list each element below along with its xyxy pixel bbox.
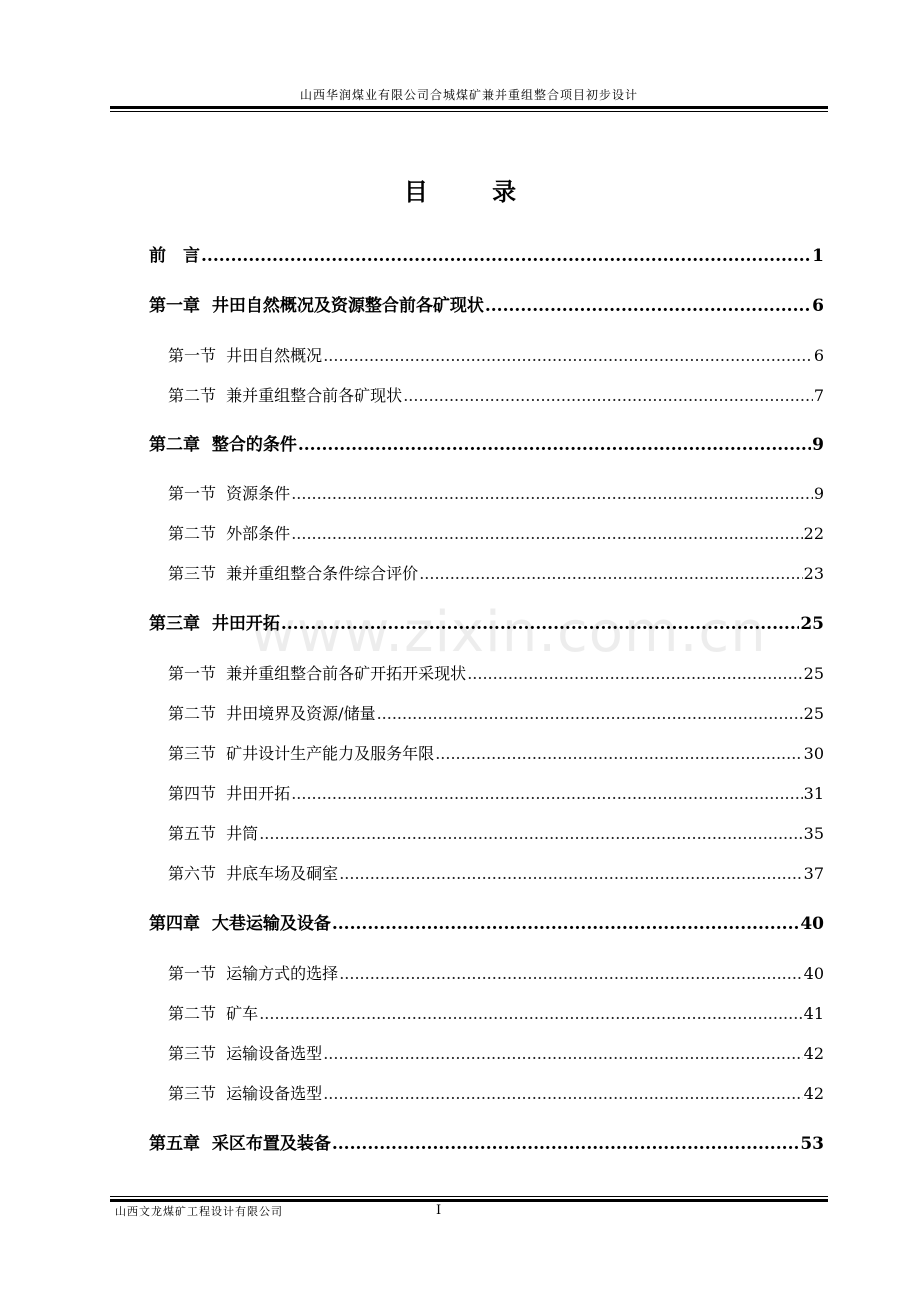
toc-section-entry[interactable] xyxy=(168,383,824,409)
header-rule-top xyxy=(110,106,828,109)
toc-entry-label: 第六节 井底车场及硐室 xyxy=(168,864,339,883)
toc-entry-label: 第三节 兼并重组整合条件综合评价 xyxy=(168,564,419,583)
toc-section-entry[interactable] xyxy=(168,561,824,587)
toc-entry-page: 40 xyxy=(800,914,824,934)
footer-rule-bottom xyxy=(110,1199,828,1202)
toc-entry-page: 9 xyxy=(812,435,824,455)
dot-leader xyxy=(291,781,802,807)
toc-entry-label: 第一节 兼并重组整合前各矿开拓开采现状 xyxy=(168,664,467,683)
toc-entry-page: 31 xyxy=(803,784,824,803)
toc-chapter-entry[interactable] xyxy=(149,911,824,937)
dot-leader xyxy=(291,481,813,507)
toc-entry-page: 1 xyxy=(812,246,824,266)
footer-rule-top xyxy=(110,1196,828,1197)
toc-section-entry[interactable] xyxy=(168,821,824,847)
toc-entry-label: 第三节 运输设备选型 xyxy=(168,1084,323,1103)
toc-section-entry[interactable] xyxy=(168,481,824,507)
toc-entry-page: 53 xyxy=(800,1134,824,1154)
dot-leader xyxy=(291,521,802,547)
toc-entry-page: 30 xyxy=(803,744,824,763)
dot-leader xyxy=(467,661,802,687)
toc-section-entry[interactable] xyxy=(168,701,824,727)
toc-entry-page: 37 xyxy=(803,864,824,883)
toc-entry-label: 第二节 兼并重组整合前各矿现状 xyxy=(168,386,403,405)
toc-section-entry[interactable] xyxy=(168,861,824,887)
toc-entry-page: 23 xyxy=(803,564,824,583)
toc-entry-label: 前 言 xyxy=(149,246,200,266)
toc-entry-label: 第三节 矿井设计生产能力及服务年限 xyxy=(168,744,435,763)
toc-section-entry[interactable] xyxy=(168,343,824,369)
toc-entry-label: 第二节 外部条件 xyxy=(168,524,291,543)
toc-entry-label: 第一节 资源条件 xyxy=(168,484,291,503)
dot-leader xyxy=(403,383,813,409)
dot-leader xyxy=(435,741,802,767)
toc-entry-label: 第五章 采区布置及装备 xyxy=(149,1134,331,1154)
dot-leader xyxy=(323,343,813,369)
toc-entry-label: 第三节 运输设备选型 xyxy=(168,1044,323,1063)
toc-entry-page: 9 xyxy=(813,484,824,503)
footer-company: 山西文龙煤矿工程设计有限公司 xyxy=(115,1205,283,1218)
toc-chapter-entry[interactable] xyxy=(149,243,824,269)
dot-leader xyxy=(485,293,811,319)
toc-entry-page: 35 xyxy=(803,824,824,843)
toc-entry-label: 第三章 井田开拓 xyxy=(149,614,280,634)
dot-leader xyxy=(259,821,802,847)
toc-chapter-entry[interactable] xyxy=(149,611,824,637)
toc-entry-label: 第四章 大巷运输及设备 xyxy=(149,914,331,934)
toc-entry-label: 第二节 井田境界及资源/储量 xyxy=(168,704,376,723)
toc-entry-page: 25 xyxy=(800,614,824,634)
dot-leader xyxy=(332,1131,799,1157)
toc-entry-page: 7 xyxy=(813,386,824,405)
dot-leader xyxy=(339,861,802,887)
toc-entry-page: 6 xyxy=(813,346,824,365)
toc-entry-page: 25 xyxy=(803,704,824,723)
toc-section-entry[interactable] xyxy=(168,521,824,547)
toc-entry-label: 第二节 矿车 xyxy=(168,1004,259,1023)
toc-entry-label: 第一节 运输方式的选择 xyxy=(168,964,339,983)
dot-leader xyxy=(332,911,799,937)
header-title: 山西华润煤业有限公司合城煤矿兼并重组整合项目初步设计 xyxy=(299,88,638,102)
toc-section-entry[interactable] xyxy=(168,1001,824,1027)
dot-leader xyxy=(201,243,811,269)
dot-leader xyxy=(323,1081,802,1107)
dot-leader xyxy=(419,561,802,587)
dot-leader xyxy=(339,961,802,987)
footer-page-number: I xyxy=(436,1203,442,1218)
toc-entry-page: 42 xyxy=(803,1044,824,1063)
toc-section-entry[interactable] xyxy=(168,741,824,767)
toc-entry-label: 第一节 井田自然概况 xyxy=(168,346,323,365)
toc-section-entry[interactable] xyxy=(168,661,824,687)
toc-entry-label: 第四节 井田开拓 xyxy=(168,784,291,803)
toc-entry-page: 6 xyxy=(812,296,824,316)
dot-leader xyxy=(259,1001,802,1027)
toc-entry-page: 42 xyxy=(803,1084,824,1103)
toc-title: 目 录 xyxy=(403,177,545,206)
dot-leader xyxy=(377,701,803,727)
toc-entry-page: 22 xyxy=(803,524,824,543)
toc-entry-page: 41 xyxy=(803,1004,824,1023)
toc-chapter-entry[interactable] xyxy=(149,293,824,319)
toc-entry-label: 第二章 整合的条件 xyxy=(149,435,297,455)
toc-section-entry[interactable] xyxy=(168,961,824,987)
toc-entry-label: 第五节 井筒 xyxy=(168,824,259,843)
watermark: www.zixin.com.cn xyxy=(250,600,767,665)
dot-leader xyxy=(298,432,811,458)
dot-leader xyxy=(281,611,799,637)
toc-chapter-entry[interactable] xyxy=(149,432,824,458)
toc-section-entry[interactable] xyxy=(168,1041,824,1067)
toc-entry-label: 第一章 井田自然概况及资源整合前各矿现状 xyxy=(149,296,484,316)
toc-section-entry[interactable] xyxy=(168,781,824,807)
toc-chapter-entry[interactable] xyxy=(149,1131,824,1157)
header-rule-bottom xyxy=(110,111,828,112)
dot-leader xyxy=(323,1041,802,1067)
toc-entry-page: 40 xyxy=(803,964,824,983)
toc-entry-page: 25 xyxy=(803,664,824,683)
toc-section-entry[interactable] xyxy=(168,1081,824,1107)
